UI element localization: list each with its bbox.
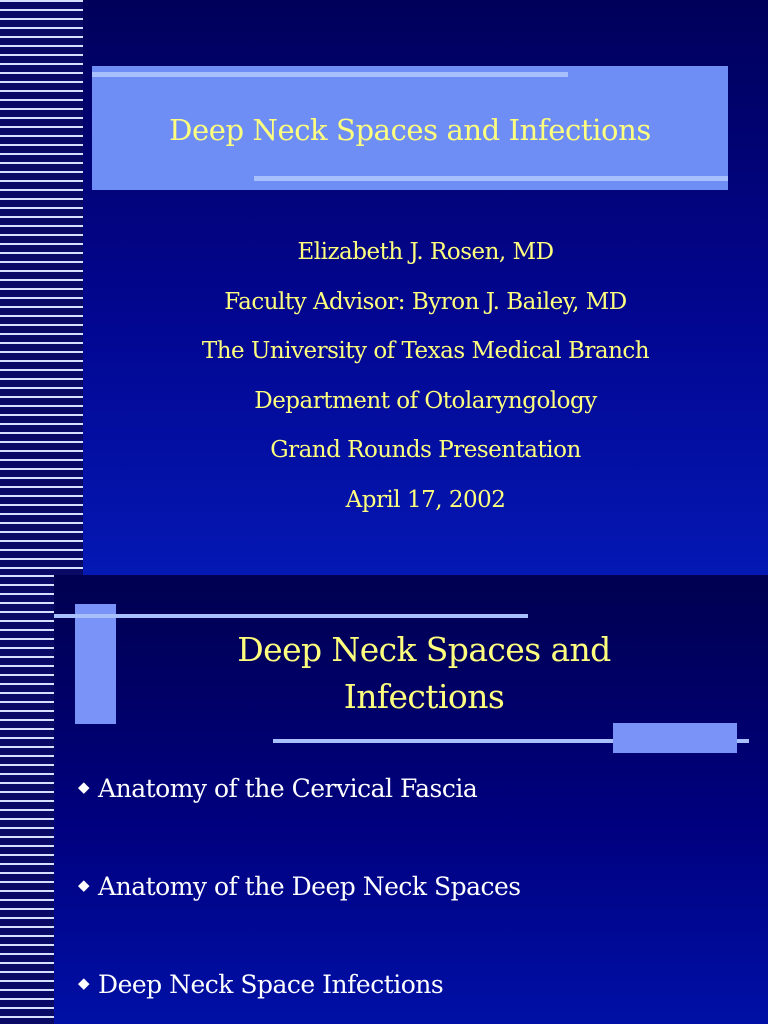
list-item bbox=[78, 863, 521, 907]
diamond-bullet-icon: ◆ bbox=[78, 876, 90, 894]
diamond-bullet-icon: ◆ bbox=[78, 974, 90, 992]
slide-title-line: Deep Neck Spaces and bbox=[237, 630, 611, 669]
title-rule-top bbox=[92, 72, 568, 77]
list-item-label: Anatomy of the Deep Neck Spaces bbox=[98, 872, 521, 901]
presentation-type: Grand Rounds Presentation bbox=[270, 437, 581, 463]
title-rule-top bbox=[54, 614, 528, 618]
faculty-advisor: Faculty Advisor: Byron J. Bailey, MD bbox=[224, 288, 627, 315]
title-rule-bottom bbox=[254, 176, 728, 181]
list-item-label: Deep Neck Space Infections bbox=[98, 970, 444, 999]
list-item bbox=[78, 765, 521, 809]
slide-title: Deep Neck Spaces and Infections bbox=[169, 113, 651, 147]
department: Department of Otolaryngology bbox=[254, 387, 597, 414]
accent-vertical-bar bbox=[75, 604, 116, 724]
striped-sidebar bbox=[0, 575, 54, 1024]
accent-horizontal-block bbox=[613, 723, 737, 753]
bullet-list bbox=[78, 765, 521, 1024]
outline-slide bbox=[0, 575, 768, 1024]
credits-block bbox=[83, 228, 768, 525]
slide-title-line: Infections bbox=[343, 677, 505, 716]
striped-sidebar bbox=[0, 0, 83, 575]
presentation-date: April 17, 2002 bbox=[345, 486, 506, 513]
diamond-bullet-icon: ◆ bbox=[78, 778, 90, 796]
institution: The University of Texas Medical Branch bbox=[201, 338, 650, 364]
list-item bbox=[78, 961, 521, 1005]
author-name: Elizabeth J. Rosen, MD bbox=[297, 239, 554, 265]
list-item-label: Anatomy of the Cervical Fascia bbox=[98, 774, 478, 803]
title-box bbox=[92, 66, 728, 190]
slide-title bbox=[120, 626, 728, 720]
